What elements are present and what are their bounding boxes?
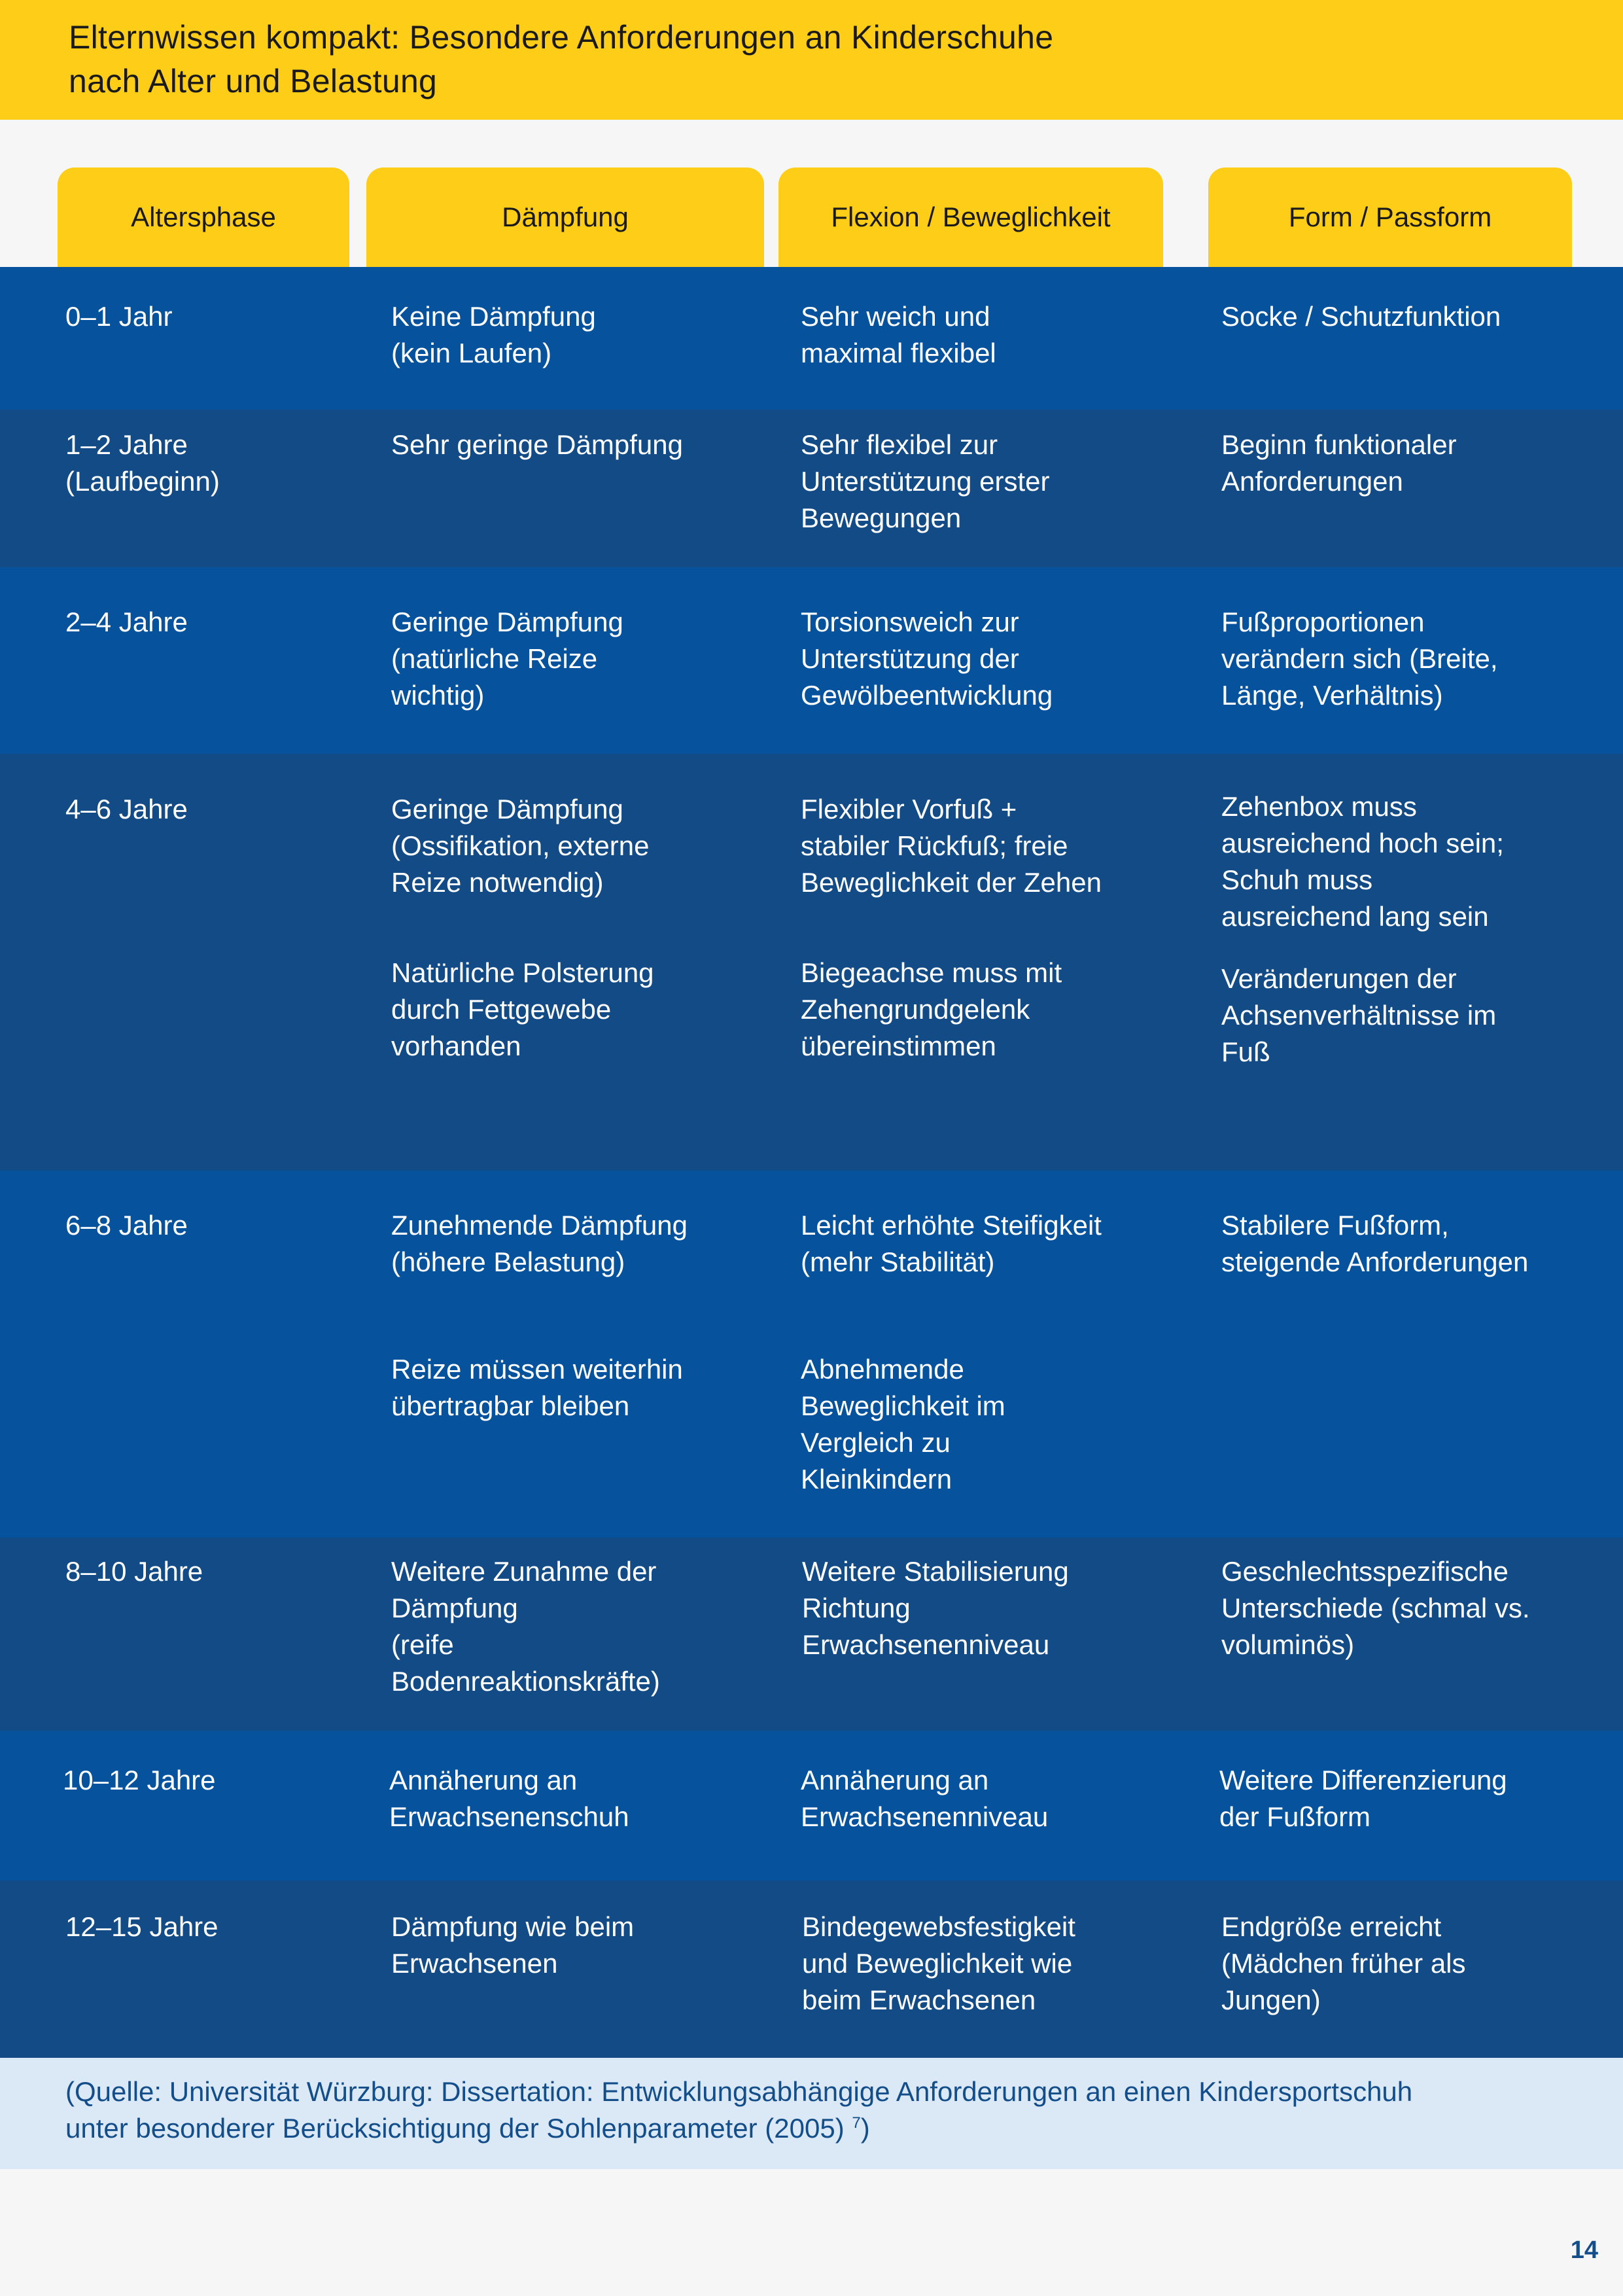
footnote-marker: 7	[852, 2114, 861, 2132]
age-cell: 8–10 Jahre	[65, 1556, 203, 1587]
form-cell: Fußproportionen verändern sich (Breite, Länge, Verhältnis)	[1221, 607, 1498, 711]
form-cell: Socke / Schutzfunktion	[1221, 301, 1501, 332]
daempfung-cell-secondary: Reize müssen weiterhin übertragbar bleiben	[391, 1354, 683, 1421]
header-form: Form / Passform	[1208, 168, 1572, 267]
flexion-cell: Flexibler Vorfuß + stabiler Rückfuß; freie Beweglichkeit der Zehen	[801, 794, 1102, 898]
daempfung-cell: Zunehmende Dämpfung (höhere Belastung)	[391, 1210, 688, 1277]
form-cell: Beginn funktionaler Anforderungen	[1221, 429, 1457, 497]
form-cell: Geschlechtsspezifische Unterschiede (schmal vs. voluminös)	[1221, 1556, 1530, 1660]
header-daempfung: Dämpfung	[366, 168, 764, 267]
age-cell: 6–8 Jahre	[65, 1210, 188, 1241]
flexion-cell: Sehr weich und maximal flexibel	[801, 301, 996, 368]
age-cell: 4–6 Jahre	[65, 794, 188, 824]
flexion-cell-secondary: Biegeachse muss mit Zehengrundgelenk übereinstimmen	[801, 957, 1062, 1061]
flexion-cell-secondary: Abnehmende Beweglichkeit im Vergleich zu Kleinkindern	[801, 1354, 1005, 1494]
form-cell: Zehenbox muss ausreichend hoch sein; Schuh muss ausreichend lang sein	[1221, 791, 1504, 932]
page-title: Elternwissen kompakt: Besondere Anforderungen an Kinderschuhe nach Alter und Belastung	[69, 19, 1054, 99]
form-cell: Stabilere Fußform, steigende Anforderungen	[1221, 1210, 1529, 1277]
age-cell: 12–15 Jahre	[65, 1911, 218, 1942]
table-row	[0, 1881, 1623, 2058]
table-row	[0, 1171, 1623, 1538]
source-note	[0, 2058, 1623, 2169]
daempfung-cell: Geringe Dämpfung (natürliche Reize wichtig)	[391, 607, 623, 711]
age-cell: 0–1 Jahr	[65, 301, 173, 332]
table-row	[0, 267, 1623, 410]
flexion-cell: Bindegewebsfestigkeit und Beweglichkeit wie beim Erwachsenen	[802, 1911, 1075, 2015]
header-flexion: Flexion / Beweglichkeit	[778, 168, 1163, 267]
daempfung-cell-secondary: Natürliche Polsterung durch Fettgewebe vorhanden	[391, 957, 654, 1061]
table-row	[0, 1538, 1623, 1731]
title-bar	[0, 0, 1623, 120]
form-cell-secondary: Veränderungen der Achsenverhältnisse im Fuß	[1221, 963, 1497, 1067]
daempfung-cell: Dämpfung wie beim Erwachsenen	[391, 1911, 635, 1979]
form-cell: Endgröße erreicht (Mädchen früher als Jungen)	[1221, 1911, 1466, 2015]
source-text	[65, 2074, 1412, 2147]
source-close: )	[860, 2113, 870, 2144]
form-cell: Weitere Differenzierung der Fußform	[1219, 1765, 1507, 1832]
flexion-cell: Leicht erhöhte Steifigkeit (mehr Stabilität)	[801, 1210, 1102, 1277]
table-row	[0, 754, 1623, 1171]
flexion-cell: Annäherung an Erwachsenenniveau	[801, 1765, 1049, 1832]
header-altersphase: Altersphase	[58, 168, 349, 267]
flexion-cell: Sehr flexibel zur Unterstützung erster Bewegungen	[801, 429, 1050, 533]
table-row	[0, 410, 1623, 567]
source-citation: (Quelle: Universität Würzburg: Dissertation: Entwicklungsabhängige Anforderungen an einen Kindersportschuh unter besonderer Berücksichtigung der Sohlenparameter (2005)	[65, 2076, 1413, 2144]
daempfung-cell: Sehr geringe Dämpfung	[391, 429, 683, 460]
page-number: 14	[1570, 2236, 1598, 2264]
daempfung-cell: Geringe Dämpfung (Ossifikation, externe Reize notwendig)	[391, 794, 650, 898]
age-cell: 1–2 Jahre (Laufbeginn)	[65, 429, 220, 497]
age-cell: 2–4 Jahre	[65, 607, 188, 637]
table-row	[0, 567, 1623, 754]
age-cell: 10–12 Jahre	[63, 1765, 216, 1795]
table-row	[0, 1731, 1623, 1881]
flexion-cell: Weitere Stabilisierung Richtung Erwachsenenniveau	[802, 1556, 1069, 1660]
daempfung-cell: Keine Dämpfung (kein Laufen)	[391, 301, 596, 368]
flexion-cell: Torsionsweich zur Unterstützung der Gewölbeentwicklung	[801, 607, 1053, 711]
daempfung-cell: Weitere Zunahme der Dämpfung (reife Bodenreaktionskräfte)	[391, 1556, 660, 1697]
daempfung-cell: Annäherung an Erwachsenenschuh	[389, 1765, 629, 1832]
